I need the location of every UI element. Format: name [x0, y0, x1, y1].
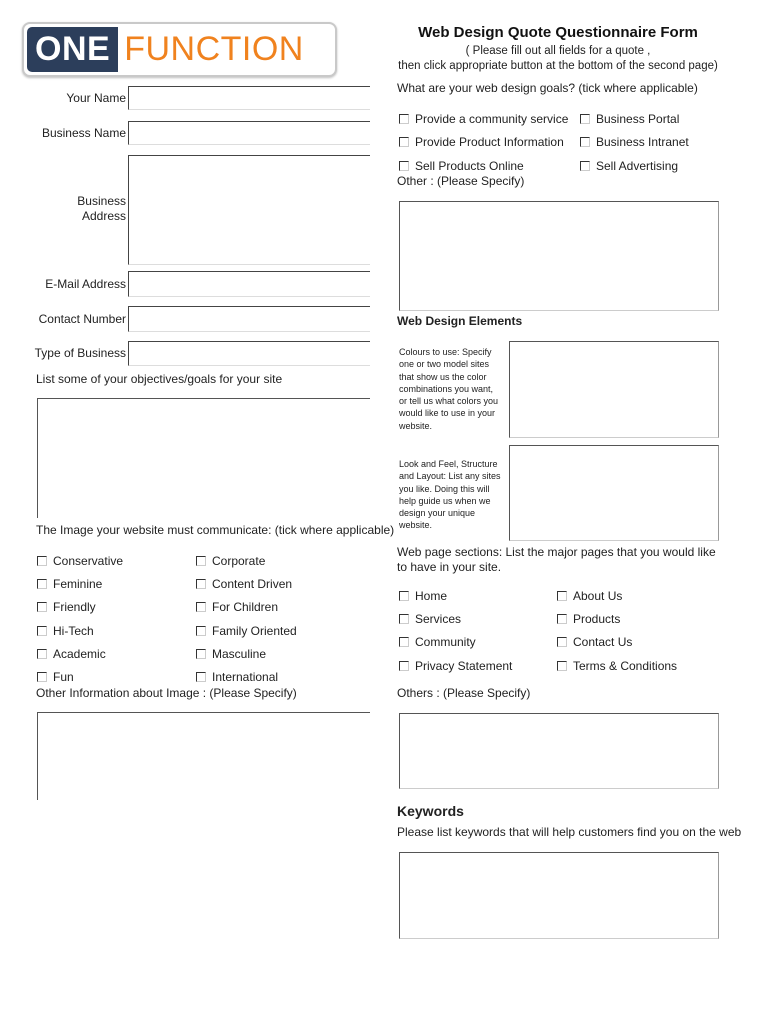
- goals-options-col2: [580, 107, 689, 178]
- sections-others-textarea[interactable]: [399, 713, 719, 789]
- sections-options-col1: [399, 584, 512, 677]
- image-option-conservative[interactable]: Conservative: [37, 549, 123, 572]
- image-option-fun[interactable]: Fun: [37, 665, 123, 688]
- web-design-elements-heading: Web Design Elements: [397, 314, 523, 328]
- business-name-label: Business Name: [41, 126, 126, 140]
- goal-option-product-information[interactable]: Provide Product Information: [399, 131, 568, 155]
- checkbox[interactable]: [196, 649, 206, 659]
- section-option-terms-conditions[interactable]: Terms & Conditions: [557, 654, 677, 677]
- goals-other-label: Other : (Please Specify): [397, 174, 525, 188]
- checkbox[interactable]: [580, 114, 590, 124]
- checkbox[interactable]: [399, 137, 409, 147]
- sections-options-col2: [557, 584, 677, 677]
- company-logo: [22, 22, 337, 77]
- image-option-family-oriented[interactable]: Family Oriented: [196, 619, 297, 642]
- image-option-hi-tech[interactable]: Hi-Tech: [37, 619, 123, 642]
- goals-label: What are your web design goals? (tick where applicable): [397, 81, 698, 95]
- checkbox[interactable]: [557, 661, 567, 671]
- checkbox[interactable]: [557, 591, 567, 601]
- checkbox[interactable]: [557, 637, 567, 647]
- section-option-contact-us[interactable]: Contact Us: [557, 631, 677, 654]
- sections-label-line2: to have in your site.: [397, 560, 502, 574]
- checkbox[interactable]: [37, 649, 47, 659]
- checkbox[interactable]: [399, 114, 409, 124]
- checkbox[interactable]: [196, 626, 206, 636]
- form-title: Web Design Quote Questionnaire Form: [418, 24, 698, 41]
- image-options-col1: [37, 549, 123, 689]
- goal-option-sell-products[interactable]: Sell Products Online: [399, 154, 568, 178]
- section-option-products[interactable]: Products: [557, 607, 677, 630]
- type-of-business-label: Type of Business: [34, 346, 126, 360]
- look-and-feel-textarea[interactable]: [509, 445, 719, 541]
- sections-others-label: Others : (Please Specify): [397, 686, 531, 700]
- checkbox[interactable]: [196, 579, 206, 589]
- logo-one-text: ONE: [27, 27, 118, 72]
- business-address-field[interactable]: [128, 155, 370, 265]
- business-address-label-1: Business: [77, 194, 126, 208]
- keywords-label: Please list keywords that will help customers find you on the web: [397, 825, 742, 839]
- image-option-friendly[interactable]: Friendly: [37, 596, 123, 619]
- checkbox[interactable]: [37, 672, 47, 682]
- section-option-home[interactable]: Home: [399, 584, 512, 607]
- business-name-field[interactable]: [128, 121, 370, 145]
- checkbox[interactable]: [196, 602, 206, 612]
- goals-other-textarea[interactable]: [399, 201, 719, 311]
- goals-options-col1: [399, 107, 568, 178]
- section-option-about-us[interactable]: About Us: [557, 584, 677, 607]
- image-option-academic[interactable]: Academic: [37, 642, 123, 665]
- goal-option-business-intranet[interactable]: Business Intranet: [580, 131, 689, 155]
- checkbox[interactable]: [580, 137, 590, 147]
- objectives-textarea[interactable]: [37, 398, 370, 518]
- section-option-community[interactable]: Community: [399, 631, 512, 654]
- goal-option-community-service[interactable]: Provide a community service: [399, 107, 568, 131]
- checkbox[interactable]: [37, 579, 47, 589]
- business-address-label-2: Address: [81, 209, 126, 223]
- colours-textarea[interactable]: [509, 341, 719, 438]
- contact-number-field[interactable]: [128, 306, 370, 332]
- keywords-textarea[interactable]: [399, 852, 719, 939]
- email-label: E-Mail Address: [45, 277, 126, 291]
- look-and-feel-instructions: Look and Feel, Structure and Layout: List any sites you like. Doing this will help guide us when we design your unique website.: [399, 459, 501, 531]
- email-field[interactable]: [128, 271, 370, 297]
- goal-option-business-portal[interactable]: Business Portal: [580, 107, 689, 131]
- checkbox[interactable]: [399, 637, 409, 647]
- checkbox[interactable]: [557, 614, 567, 624]
- objectives-label: List some of your objectives/goals for your site: [36, 372, 283, 386]
- image-option-content-driven[interactable]: Content Driven: [196, 572, 297, 595]
- checkbox[interactable]: [399, 614, 409, 624]
- form-instructions-line1: ( Please fill out all fields for a quote ,: [465, 45, 651, 57]
- image-option-feminine[interactable]: Feminine: [37, 572, 123, 595]
- sections-label-line1: Web page sections: List the major pages that you would like: [397, 545, 716, 559]
- keywords-heading: Keywords: [397, 803, 464, 819]
- checkbox[interactable]: [399, 591, 409, 601]
- checkbox[interactable]: [37, 602, 47, 612]
- image-option-corporate[interactable]: Corporate: [196, 549, 297, 572]
- section-option-services[interactable]: Services: [399, 607, 512, 630]
- checkbox[interactable]: [37, 626, 47, 636]
- checkbox[interactable]: [37, 556, 47, 566]
- checkbox[interactable]: [196, 672, 206, 682]
- image-options-col2: [196, 549, 297, 689]
- other-image-label: Other Information about Image : (Please Specify): [36, 686, 297, 700]
- section-option-privacy-statement[interactable]: Privacy Statement: [399, 654, 512, 677]
- form-instructions-line2: then click appropriate button at the bottom of the second page): [398, 60, 718, 72]
- image-option-international[interactable]: International: [196, 665, 297, 688]
- type-of-business-field[interactable]: [128, 341, 370, 366]
- logo-function-text: FUNCTION: [124, 30, 304, 68]
- image-label: The Image your website must communicate: (tick where applicable): [36, 523, 395, 537]
- contact-number-label: Contact Number: [38, 312, 126, 326]
- your-name-label: Your Name: [66, 91, 126, 105]
- image-option-for-children[interactable]: For Children: [196, 596, 297, 619]
- checkbox[interactable]: [580, 161, 590, 171]
- colours-instructions: Colours to use: Specify one or two model sites that show us the color combinations you want, or tell us what colors you would like to use in your website.: [399, 347, 499, 431]
- other-image-textarea[interactable]: [37, 712, 370, 800]
- checkbox[interactable]: [399, 161, 409, 171]
- your-name-field[interactable]: [128, 86, 370, 110]
- checkbox[interactable]: [399, 661, 409, 671]
- goal-option-sell-advertising[interactable]: Sell Advertising: [580, 154, 689, 178]
- image-option-masculine[interactable]: Masculine: [196, 642, 297, 665]
- checkbox[interactable]: [196, 556, 206, 566]
